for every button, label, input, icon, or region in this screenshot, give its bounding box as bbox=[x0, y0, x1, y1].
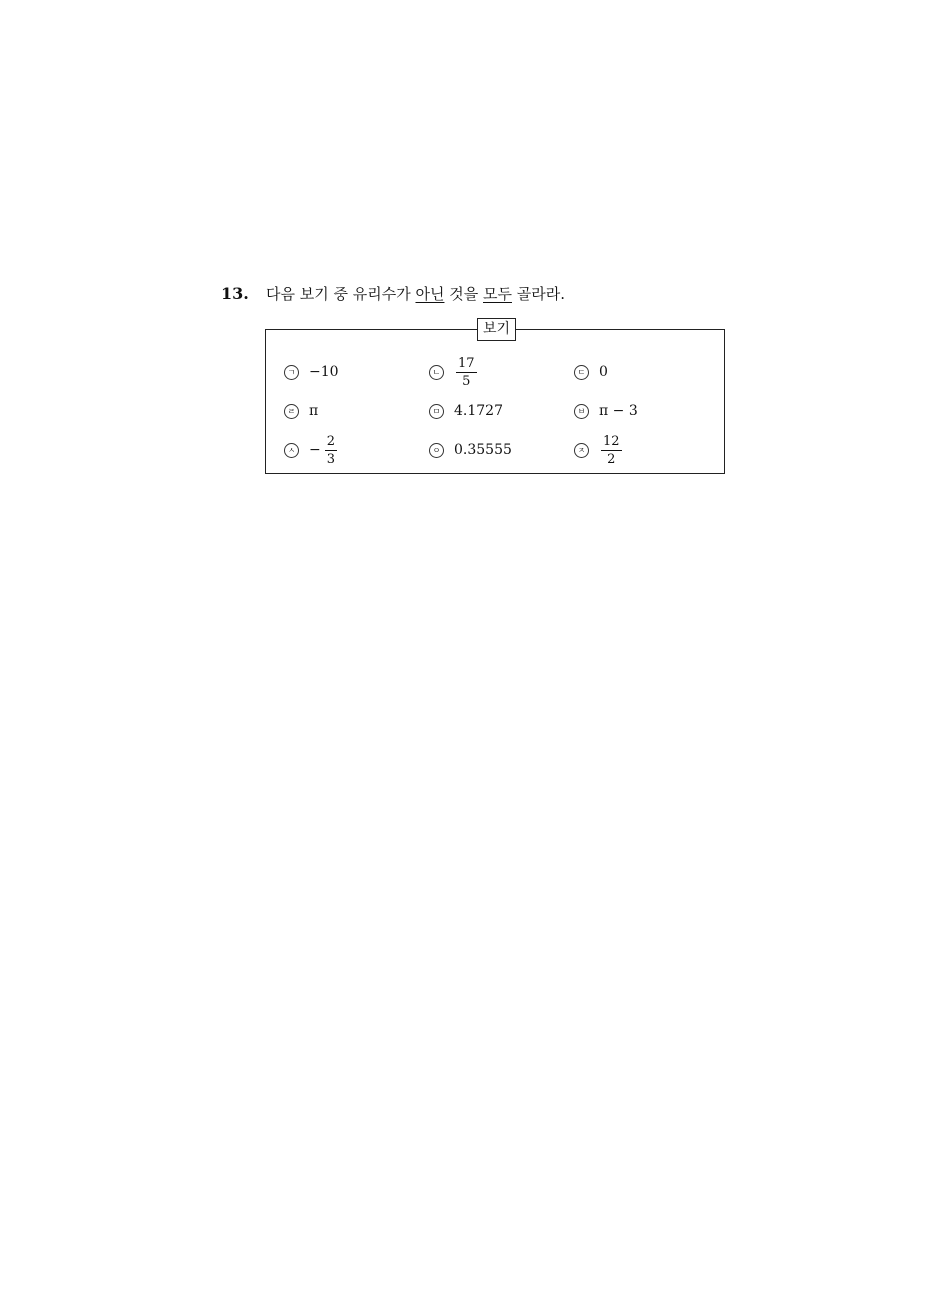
question-text-before: 다음 보기 중 유리수가 bbox=[266, 285, 416, 303]
choice-marker: ㄴ bbox=[429, 365, 444, 380]
choice-marker: ㅂ bbox=[574, 404, 589, 419]
choice-value: −10 bbox=[309, 364, 339, 380]
fraction-numerator: 12 bbox=[603, 433, 620, 449]
choices-box bbox=[265, 321, 725, 474]
choice-marker: ㄱ bbox=[284, 365, 299, 380]
choice-item-4 bbox=[284, 391, 318, 431]
choice-marker: ㅈ bbox=[574, 443, 589, 458]
fraction-numerator: 2 bbox=[326, 433, 336, 449]
choice-marker: ㅇ bbox=[429, 443, 444, 458]
choice-value: π − 3 bbox=[599, 403, 638, 419]
fraction-denominator: 5 bbox=[462, 373, 471, 389]
choice-marker: ㅅ bbox=[284, 443, 299, 458]
fraction-denominator: 2 bbox=[607, 451, 616, 467]
choice-sign: − bbox=[309, 442, 321, 458]
choice-item-9 bbox=[574, 430, 622, 470]
choice-value: π bbox=[309, 403, 319, 419]
fraction-numerator: 17 bbox=[458, 355, 475, 371]
choice-item-5 bbox=[429, 391, 503, 431]
choice-fraction bbox=[325, 434, 337, 467]
choices-box-title: 보기 bbox=[477, 318, 516, 341]
choice-marker: ㅁ bbox=[429, 404, 444, 419]
fraction-denominator: 3 bbox=[326, 451, 336, 467]
question-underline-all: 모두 bbox=[483, 285, 512, 303]
choice-fraction bbox=[601, 434, 622, 467]
choice-fraction bbox=[456, 356, 477, 389]
question-text-middle: 것을 bbox=[444, 285, 483, 303]
choice-item-1 bbox=[284, 352, 339, 392]
choice-item-8 bbox=[429, 430, 512, 470]
choice-value: 4.1727 bbox=[454, 403, 503, 419]
question-text bbox=[266, 284, 565, 304]
choice-item-6 bbox=[574, 391, 638, 431]
choice-marker: ㄷ bbox=[574, 365, 589, 380]
question-number: 13. bbox=[221, 284, 249, 303]
choice-item-3 bbox=[574, 352, 608, 392]
choice-value: 0 bbox=[599, 364, 608, 380]
choice-value: 0.35555 bbox=[454, 442, 512, 458]
choice-item-2 bbox=[429, 352, 477, 392]
question-underline-not: 아닌 bbox=[415, 285, 445, 303]
choice-marker: ㄹ bbox=[284, 404, 299, 419]
choice-item-7 bbox=[284, 430, 337, 470]
question-text-after: 골라라. bbox=[511, 285, 565, 303]
